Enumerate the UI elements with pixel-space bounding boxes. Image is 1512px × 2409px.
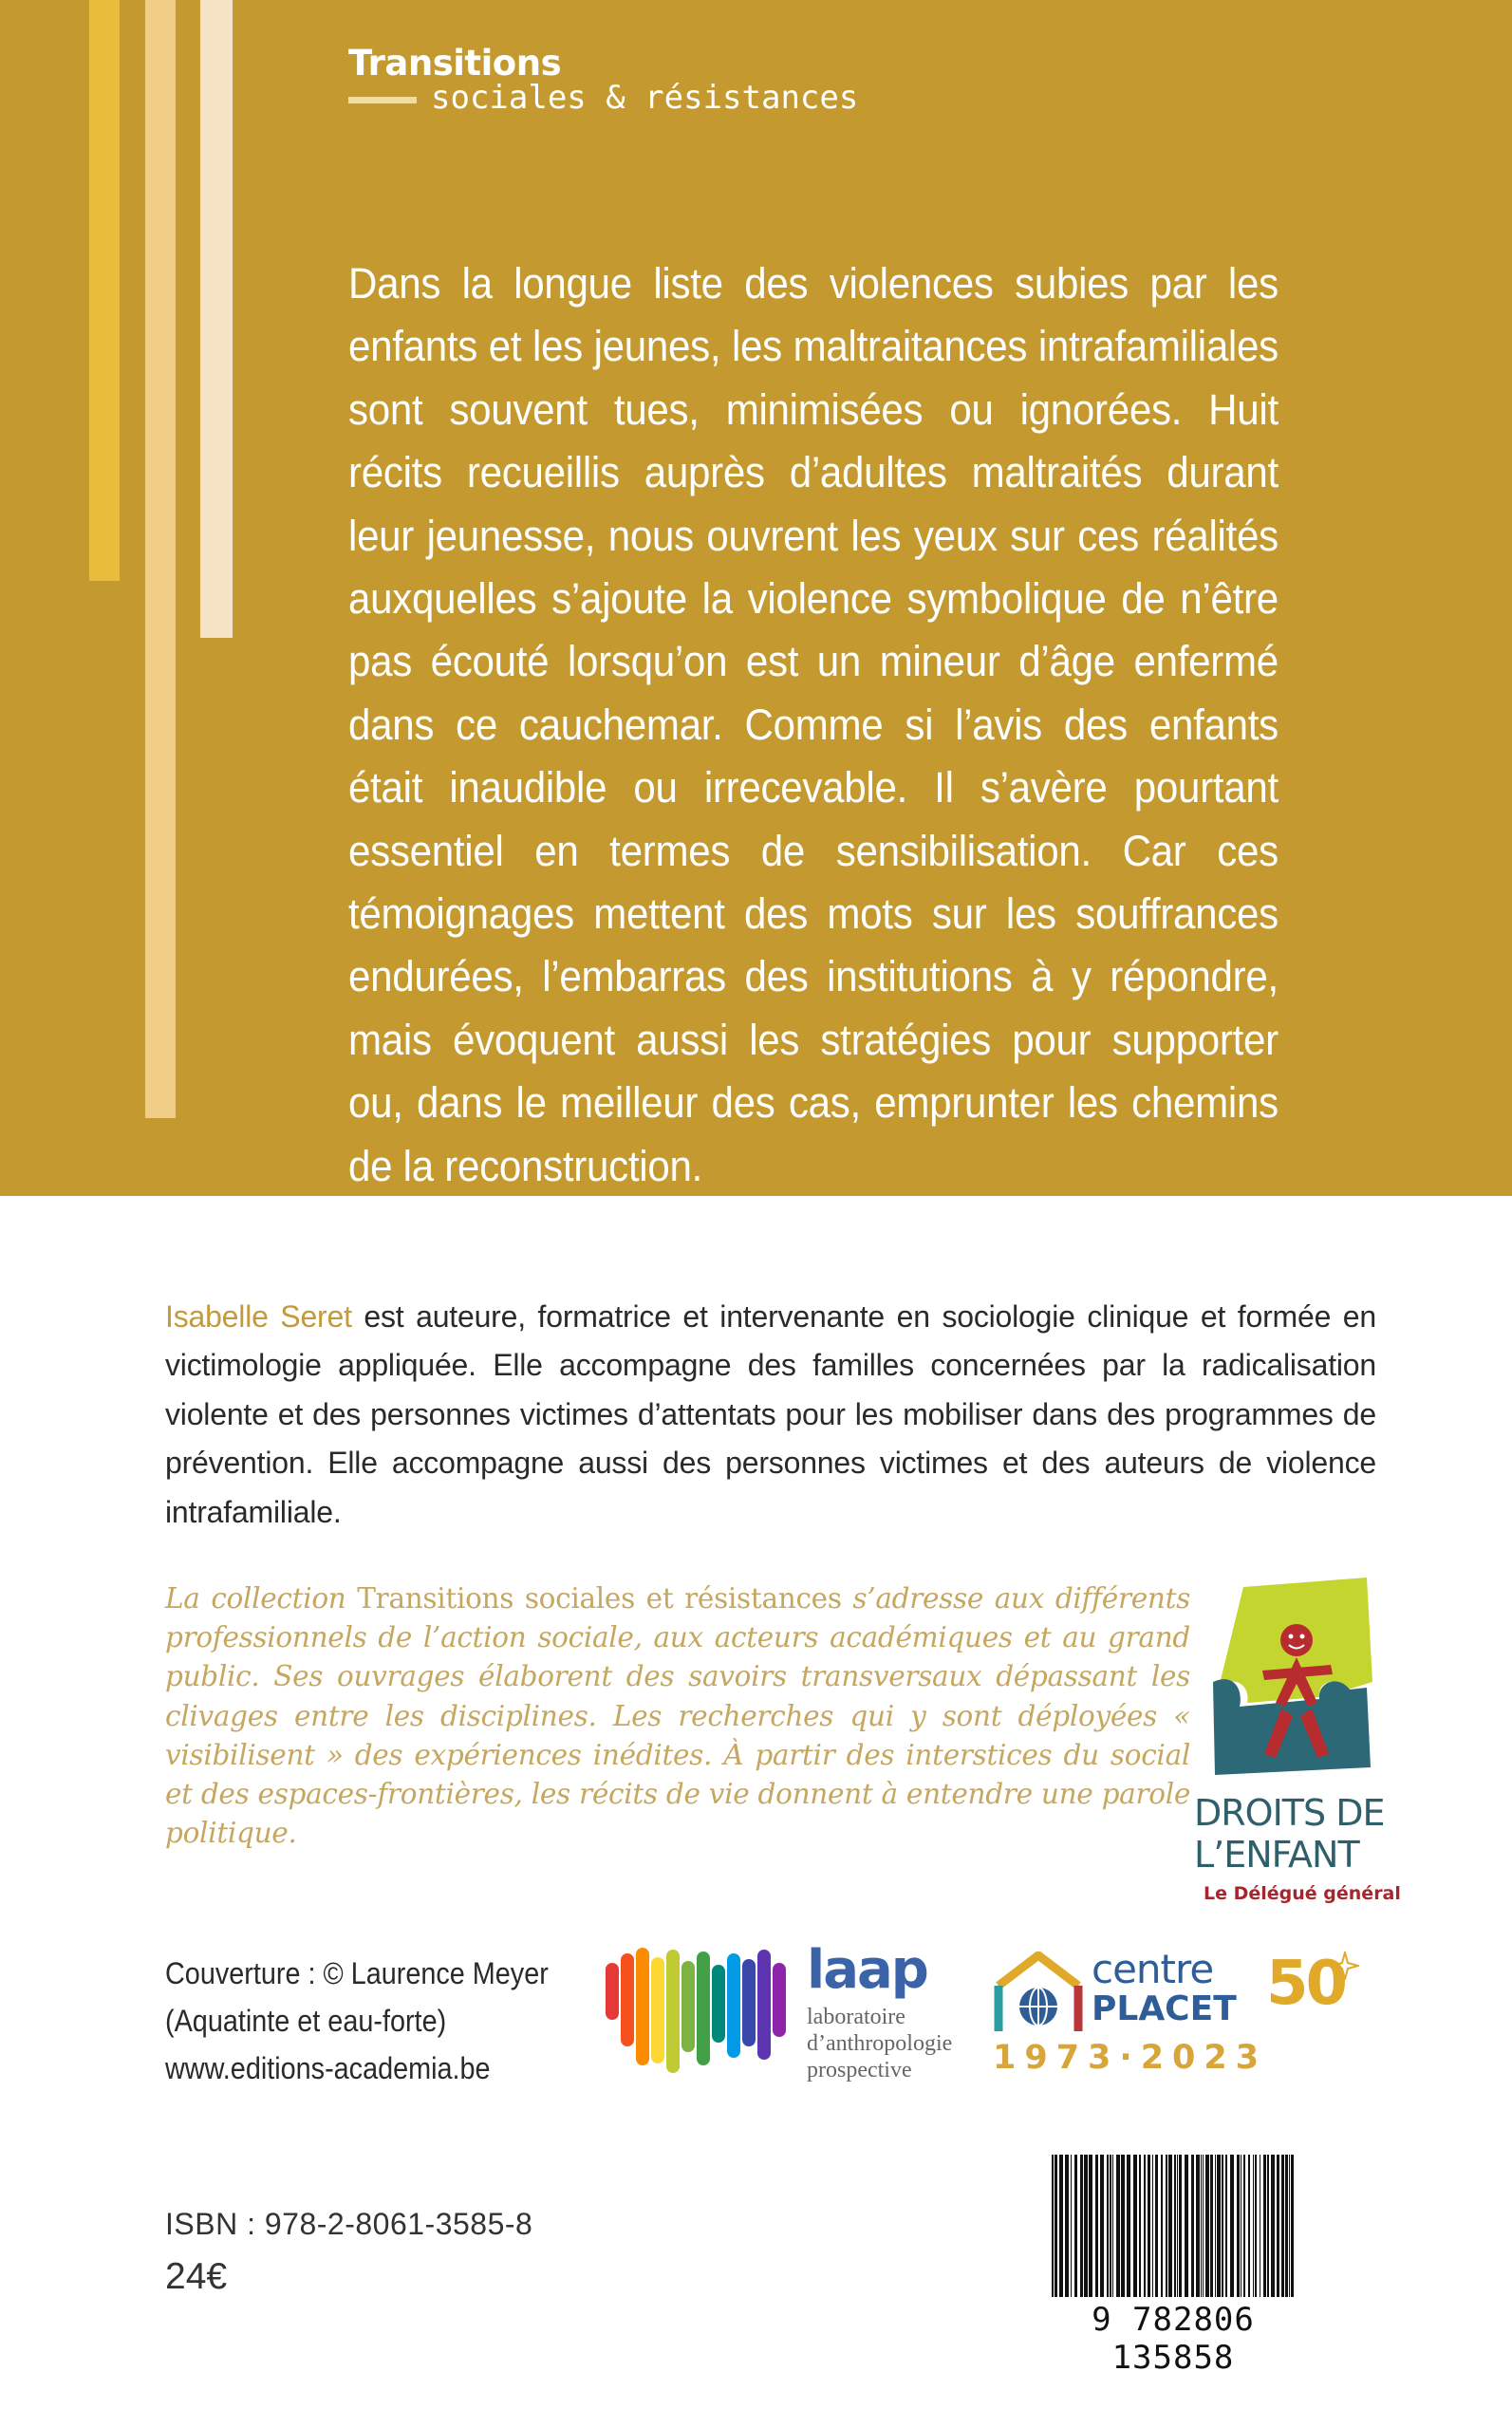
barcode-bar (1248, 2155, 1250, 2297)
barcode-bar (1196, 2155, 1200, 2297)
laap-logo-name: laap (807, 1939, 927, 2001)
barcode-bar (1074, 2155, 1077, 2297)
barcode-bar (1052, 2155, 1054, 2297)
barcode-bar (1089, 2155, 1092, 2297)
author-bio (165, 1293, 1376, 1537)
barcode-bar (1277, 2155, 1279, 2297)
series-title (348, 43, 859, 117)
barcode-bar (1185, 2155, 1188, 2297)
placet-logo-line1: centre (1092, 1946, 1214, 1992)
barcode-bar (1133, 2155, 1137, 2297)
droits-logo-line1: DROITS DE (1194, 1792, 1385, 1834)
barcode-bar (1065, 2155, 1069, 2297)
house-globe-icon (993, 1951, 1084, 2031)
placet-logo-line2: PLACET (1092, 1989, 1237, 2028)
isbn-barcode (1033, 2149, 1314, 2377)
barcode-bar (1217, 2155, 1221, 2297)
barcode-bar (1201, 2155, 1202, 2297)
laap-logo-subtitle: laboratoire (807, 2005, 905, 2029)
barcode-bar (1139, 2155, 1141, 2297)
barcode-bar (1161, 2155, 1163, 2297)
placet-years: 1973·2023 (993, 2039, 1268, 2077)
series-title-rule (348, 97, 417, 103)
puzzle-child-icon (1205, 1578, 1376, 1791)
author-name: Isabelle Seret (165, 1299, 352, 1334)
barcode-bar (1289, 2155, 1290, 2297)
isbn: ISBN : 978-2-8061-3585-8 (165, 2207, 533, 2241)
barcode-bar (1071, 2155, 1072, 2297)
barcode-bar (1055, 2155, 1057, 2297)
publisher-website: www.editions-academia.be (165, 2051, 491, 2085)
barcode-bar (1210, 2155, 1213, 2297)
placet-anniversary: 50 (1266, 1949, 1346, 2019)
laap-logo-subtitle: prospective (807, 2058, 912, 2082)
collection-description (165, 1579, 1190, 1853)
cover-credit: Couverture : © Laurence Meyer (165, 1956, 549, 1990)
barcode-bar (1253, 2155, 1254, 2297)
barcode-bar (1084, 2155, 1088, 2297)
barcode-bar (1152, 2155, 1153, 2297)
barcode-bar (1237, 2155, 1240, 2297)
barcode-bar (1155, 2155, 1158, 2297)
back-cover-blurb: Dans la longue liste des violences subies par les enfants et les jeunes, les maltraitances intrafamiliales sont souvent tues, minimisées ou ignorées. Huit récits recueillis auprès d’adultes maltraités durant leur jeunesse, nous ouvrent les yeux sur ces réalités auxquelles s’ajoute la violence symbolique de n’être pas écouté lorsqu’on est un mineur d’âge enfermé dans ce cauchemar. Comme si l’avis des enfants était inaudible ou irrecevable. Il s’avère pourtant essentiel en termes de sensibilisation. Car ces témoignages mettent des mots sur les souffrances endurées, l’embarras des institutions à y répondre, mais évoquent aussi les stratégies pour supporter ou, dans le meilleur des cas, emprunter les chemins de la reconstruction. (348, 259, 1279, 1190)
barcode-bar (1271, 2155, 1275, 2297)
barcode-bar (1285, 2155, 1288, 2297)
collection-prefix: La collection (165, 1582, 358, 1615)
author-bio-text: est auteure, formatrice et intervenante en sociologie clinique et formée en victimologie appliquée. Elle accompagne des familles concernées par la radicalisation violente et des personnes victimes d’attentats pour les mobiliser dans des programmes de prévention. Elle accompagne aussi des personnes victimes et des auteurs de violence intrafamiliale. (165, 1299, 1376, 1529)
barcode-bar (1144, 2155, 1146, 2297)
series-title-line1: Transitions (348, 43, 562, 84)
barcode-bar (1230, 2155, 1234, 2297)
barcode-bar (1168, 2155, 1172, 2297)
barcode-bar (1281, 2155, 1284, 2297)
barcode-bar (1222, 2155, 1223, 2297)
barcode-bar (1177, 2155, 1178, 2297)
barcode-bar (1127, 2155, 1130, 2297)
barcode-bar (1166, 2155, 1167, 2297)
barcode-bar (1174, 2155, 1176, 2297)
decorative-stripe (200, 0, 233, 638)
decorative-stripe (145, 0, 176, 1118)
barcode-bar (1225, 2155, 1227, 2297)
barcode-bar (1263, 2155, 1266, 2297)
barcode-bar (1255, 2155, 1257, 2297)
barcode-bar (1059, 2155, 1063, 2297)
laap-logo (604, 1939, 953, 2082)
centre-placet-logo (993, 1946, 1346, 2077)
barcode-bar (1267, 2155, 1269, 2297)
collection-name: Transitions sociales et résistances (357, 1582, 842, 1615)
barcode-bars (1033, 2149, 1314, 2301)
collection-text: s’adresse aux différents professionnels de l’action sociale, aux acteurs académiques et au grand public. Ses ouvrages élaborent des savoirs transversaux dépassant les clivages entre les disciplines. Les recherches qui y sont déployées « visibilisent » des expériences inédites. À partir des interstices du social et des espaces-frontières, les récits de vie donnent à entendre une parole politique. (165, 1582, 1190, 1850)
barcode-bar (1291, 2155, 1294, 2297)
barcode-bar (1203, 2155, 1204, 2297)
barcode-bar (1243, 2155, 1245, 2297)
cover-technique: (Aquatinte et eau-forte) (165, 2004, 447, 2038)
laap-logo-subtitle: d’anthropologie (807, 2031, 953, 2056)
barcode-bar (1112, 2155, 1113, 2297)
star-icon (1331, 1951, 1359, 1980)
rainbow-bars-icon (604, 1944, 799, 2077)
price: 24€ (165, 2256, 228, 2297)
droits-logo-line2: L’ENFANT (1194, 1834, 1359, 1876)
barcode-digits: 9 782806 135858 (1092, 2301, 1255, 2377)
barcode-bar (1100, 2155, 1104, 2297)
barcode-bar (1116, 2155, 1120, 2297)
barcode-bar (1148, 2155, 1150, 2297)
barcode-bar (1205, 2155, 1209, 2297)
droits-logo-line3: Le Délégué général (1204, 1883, 1401, 1904)
barcode-bar (1191, 2155, 1194, 2297)
decorative-stripe (89, 0, 120, 581)
series-title-line2: sociales & résistances (431, 79, 859, 117)
barcode-bar (1215, 2155, 1216, 2297)
barcode-bar (1080, 2155, 1083, 2297)
barcode-bar (1179, 2155, 1182, 2297)
cover-top-panel (0, 0, 1512, 1196)
barcode-bar (1107, 2155, 1109, 2297)
barcode-bar (1095, 2155, 1098, 2297)
barcode-bar (1110, 2155, 1111, 2297)
barcode-bar (1121, 2155, 1125, 2297)
cover-credits (165, 1950, 549, 2092)
